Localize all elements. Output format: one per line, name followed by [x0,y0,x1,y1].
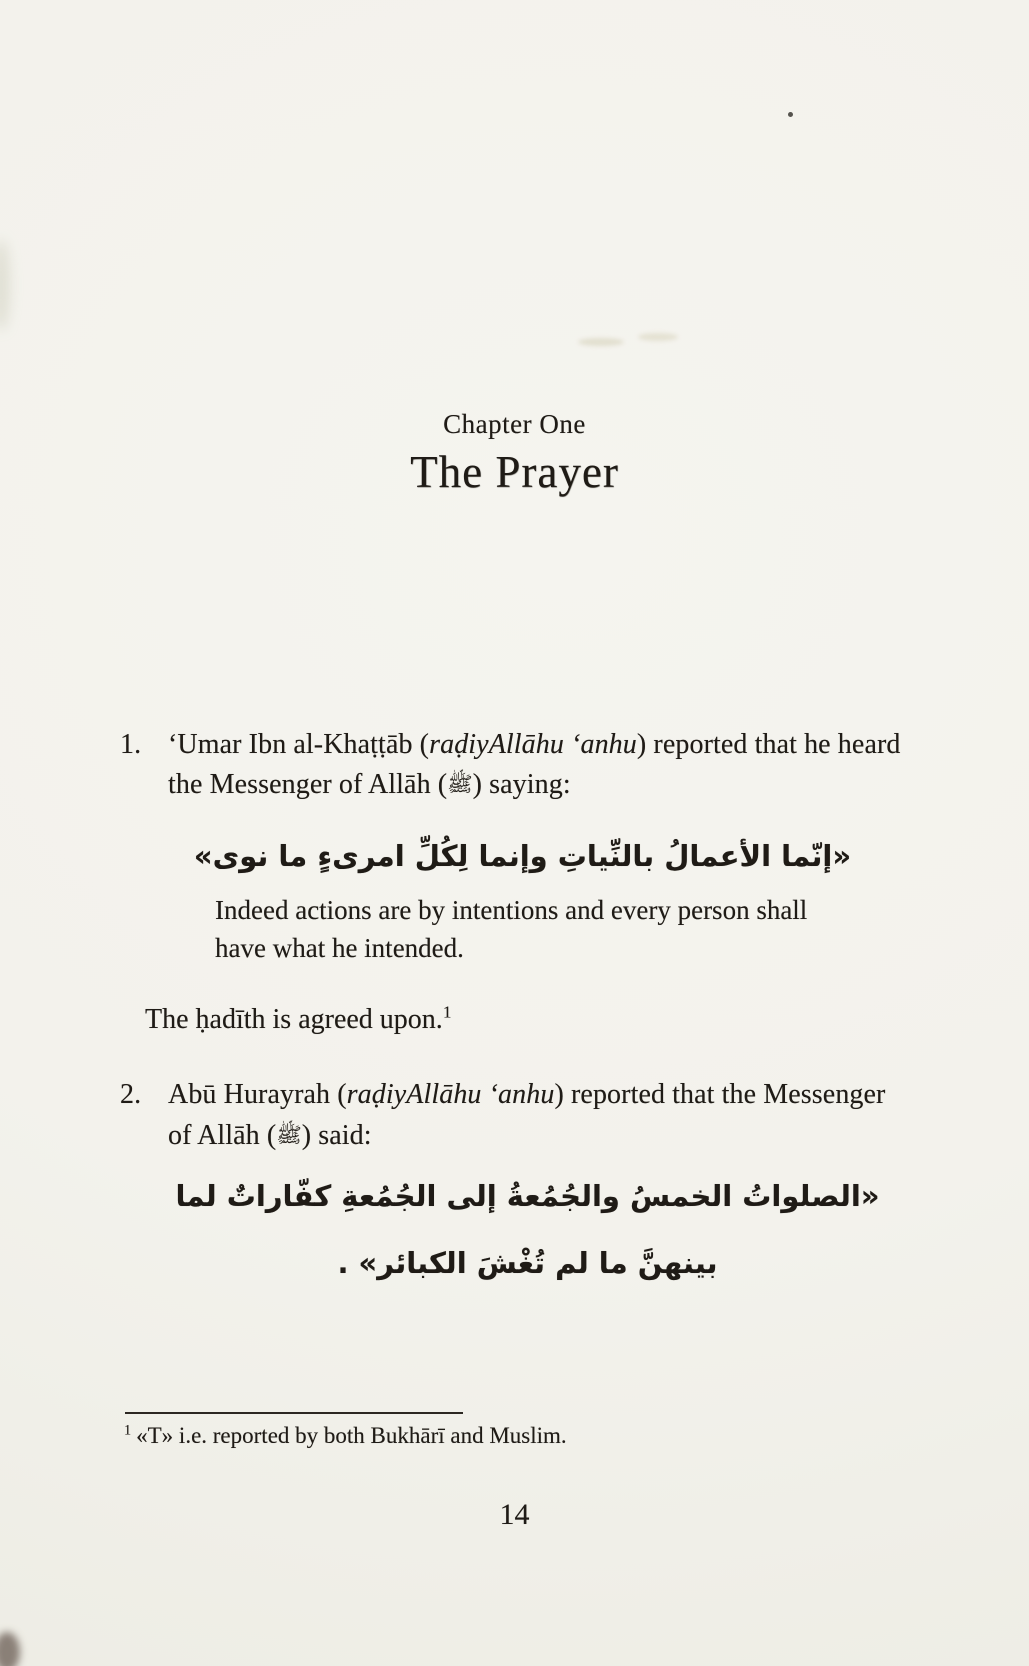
scan-dot-artifact [788,112,793,117]
hadith-2-arabic-line: بينهنَّ ما لم تُغْشَ الكبائر» . [337,1246,718,1280]
hadith-2-line-1 [120,1079,885,1111]
hadith-1-narration-text: ‘Umar Ibn al-Khaṭṭāb ( [168,729,430,760]
hadith-1-line-2 [168,769,571,801]
hadith-1-grading [145,1004,452,1036]
chapter-title: The Prayer [410,447,619,497]
page-number: 14 [499,1498,530,1531]
sallallahu-alayhi-wa-sallam-symbol: ﷺ [276,1123,302,1147]
hadith-1-narration-text: ) reported that he heard [636,729,901,760]
hadith-1-narration-text: ) saying: [472,769,571,800]
hadith-2-narration-text: ) said: [301,1120,372,1151]
footnote-reference: 1 [442,1002,452,1022]
grading-text: The ḥadīth is agreed upon. [145,1004,443,1035]
hadith-2-number: 2. [120,1079,142,1110]
scan-edge-shade [0,240,10,330]
footnote-marker: 1 [124,1422,132,1439]
scan-corner-smudge [0,1632,20,1666]
chapter-kicker: Chapter One [443,409,586,439]
footnote-divider [125,1412,463,1414]
hadith-2-honorific: raḍiyAllāhu ‘anhu [346,1079,555,1110]
hadith-2-arabic-quote [130,1163,925,1297]
scan-smudge [638,333,678,341]
sallallahu-alayhi-wa-sallam-symbol: ﷺ [447,772,473,796]
footnote-text: «T» i.e. reported by both Bukhārī and Muslim. [136,1423,567,1448]
hadith-1-arabic-quote [150,839,895,873]
hadith-1-line-1 [120,729,901,761]
hadith-1-narration-text: the Messenger of Allāh ( [168,769,448,800]
hadith-1-arabic-line: «إنّما الأعمالُ بالنِّياتِ وإنما لِكُلِّ امرىءٍ ما نوى» [193,839,852,873]
hadith-2-narration-text: Abū Hurayrah ( [168,1079,347,1110]
hadith-1-translation-line: Indeed actions are by intentions and every person shall [215,895,808,925]
hadith-2-arabic-line: «الصلواتُ الخمسُ والجُمُعةُ إلى الجُمُعةِ كفّاراتٌ لما [175,1179,880,1213]
hadith-1-number: 1. [120,729,142,760]
hadith-1-translation [215,891,807,967]
hadith-1-translation-line: have what he intended. [215,933,464,963]
scan-smudge [578,338,624,346]
hadith-2-narration-text: of Allāh ( [168,1120,277,1151]
hadith-1-honorific: raḍiyAllāhu ‘anhu [429,729,637,760]
hadith-2-line-2 [168,1120,372,1152]
hadith-2-narration-text: ) reported that the Messenger [554,1079,886,1110]
footnote [124,1423,567,1449]
